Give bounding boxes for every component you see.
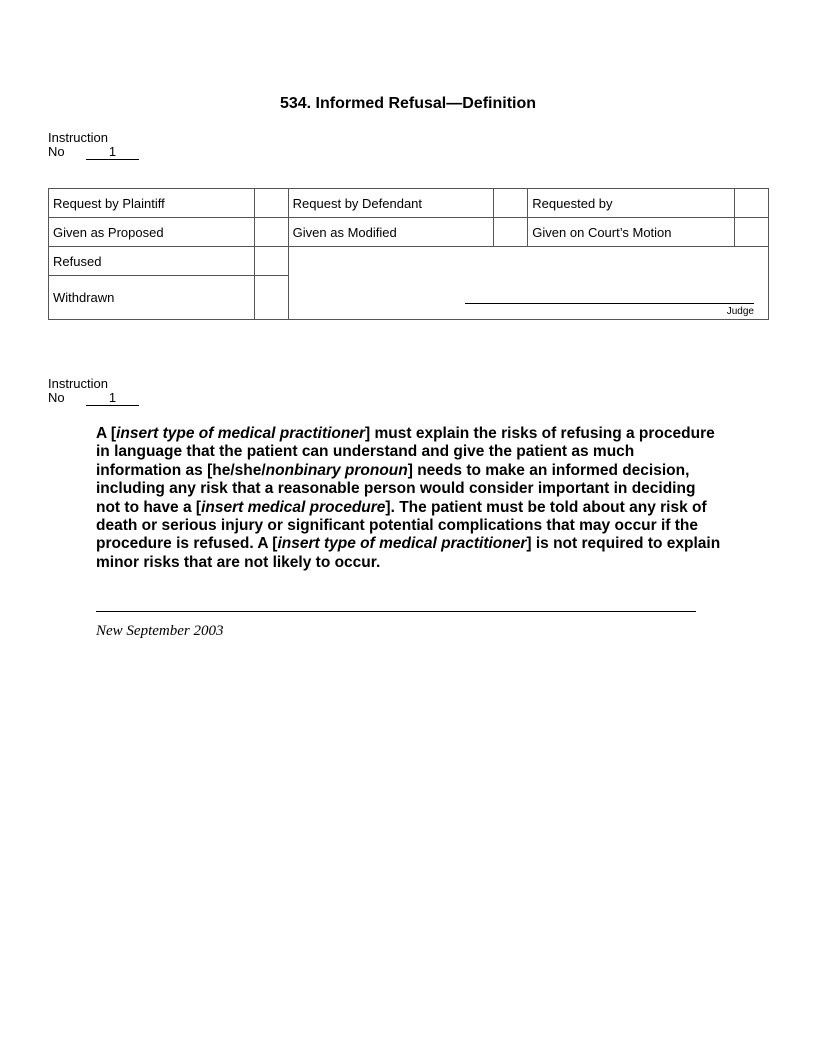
request-by-plaintiff-checkbox[interactable] [254, 189, 288, 218]
placeholder-pronoun: nonbinary pronoun [265, 461, 408, 479]
instruction-number: 1 [86, 145, 139, 160]
instruction-label: Instruction [48, 376, 108, 391]
text-segment: ] must explain the risks of refusing a procedure in language that the patient can understand and give the patient as much information as [he/she/ [96, 425, 715, 479]
requested-by-checkbox[interactable] [735, 189, 769, 218]
refused-checkbox[interactable] [254, 247, 288, 276]
given-on-courts-motion-label: Given on Court’s Motion [528, 218, 735, 247]
instruction-label: Instruction [48, 130, 108, 145]
text-segment: ] is not required to explain minor risks that are not likely to occur. [96, 535, 721, 571]
given-on-courts-motion-checkbox[interactable] [735, 218, 769, 247]
given-as-proposed-label: Given as Proposed [49, 218, 255, 247]
instruction-block-bottom [48, 377, 139, 406]
text-segment: A [ [96, 425, 117, 442]
withdrawn-checkbox[interactable] [254, 276, 288, 320]
given-as-modified-checkbox[interactable] [494, 218, 528, 247]
page-title: 534. Informed Refusal—Definition [279, 95, 537, 112]
given-as-modified-label: Given as Modified [288, 218, 494, 247]
withdrawn-label: Withdrawn [49, 276, 255, 320]
no-label: No [48, 144, 65, 159]
request-by-defendant-checkbox[interactable] [494, 189, 528, 218]
judge-signature-area [288, 247, 768, 320]
placeholder-practitioner: insert type of medical practitioner [116, 425, 366, 442]
request-by-defendant-label: Request by Defendant [288, 189, 494, 218]
judge-signature-line[interactable] [465, 303, 754, 304]
text-segment: ]. The patient must be told about any risk of death or serious injury or significant potential complications that may occur if the procedure is refused. A [ [96, 498, 707, 553]
disposition-table [48, 188, 769, 320]
text-segment: ] needs to make an informed decision, including any risk that a reasonable person would consider important in deciding not to have a [ [96, 461, 696, 516]
judge-label: Judge [726, 306, 754, 317]
placeholder-procedure: insert medical procedure [201, 498, 386, 516]
instruction-text [96, 425, 721, 572]
requested-by-label: Requested by [528, 189, 735, 218]
instruction-block-top [48, 131, 139, 160]
given-as-proposed-checkbox[interactable] [254, 218, 288, 247]
placeholder-practitioner: insert type of medical practitioner [277, 535, 527, 553]
request-by-plaintiff-label: Request by Plaintiff [49, 189, 255, 218]
refused-label: Refused [49, 247, 255, 276]
divider [96, 611, 696, 612]
no-label: No [48, 390, 65, 405]
revision-note: New September 2003 [96, 623, 224, 639]
instruction-number: 1 [86, 391, 139, 406]
